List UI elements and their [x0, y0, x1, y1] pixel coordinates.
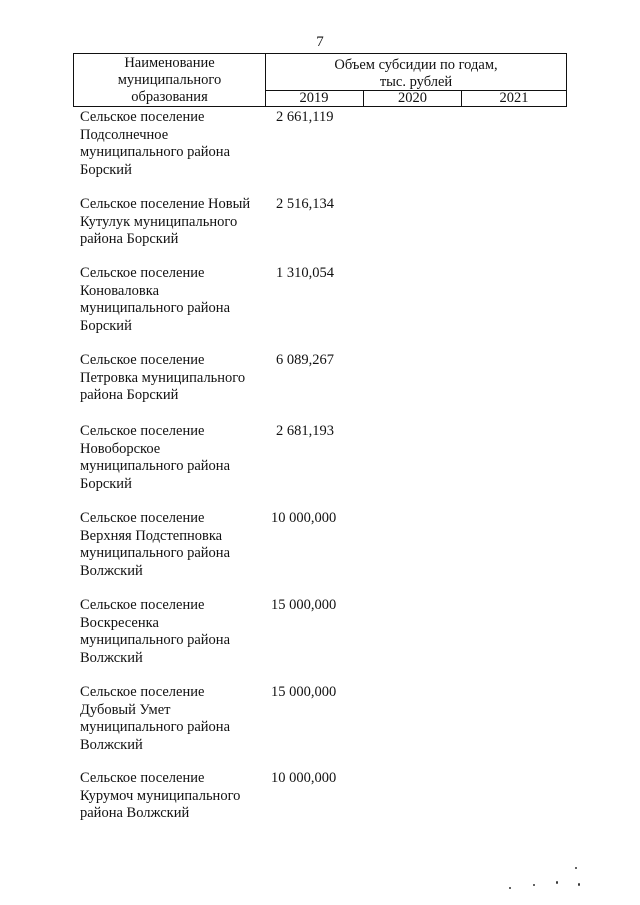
scan-speck: [578, 883, 580, 886]
scan-speck: [575, 867, 577, 869]
header-line: Наименование: [124, 55, 215, 71]
name-line: Сельское поселение: [80, 109, 205, 125]
name-line: Кутулук муниципального: [80, 213, 238, 230]
year-2020-header: 2020: [398, 90, 427, 106]
municipality-name: [80, 510, 265, 580]
municipality-name: [80, 423, 265, 493]
name-line: Волжский: [80, 649, 143, 666]
municipality-name: [80, 352, 265, 405]
name-column-header: [74, 55, 265, 106]
name-line: Воскресенка: [80, 614, 159, 631]
subsidy-2019: 15 000,000: [271, 597, 337, 613]
name-line: Сельское поселение: [80, 352, 205, 368]
table-header: [73, 53, 567, 107]
header-line: тыс. рублей: [379, 74, 453, 90]
header-line: образования: [131, 89, 208, 105]
name-line: муниципального района: [80, 144, 230, 160]
subsidy-2019: 2 661,119: [276, 109, 334, 125]
name-line: муниципального района: [80, 458, 230, 474]
name-line: Подсолнечное: [80, 126, 169, 143]
municipality-name: [80, 770, 265, 823]
subsidy-2019: 1 310,054: [276, 265, 334, 281]
name-line: Коноваловка: [80, 282, 160, 299]
subsidy-2019: 6 089,267: [276, 352, 334, 368]
name-line: района Борский: [80, 231, 179, 247]
subsidy-2019: 10 000,000: [271, 770, 337, 786]
scan-speck: [533, 884, 535, 886]
name-line: Борский: [80, 161, 132, 178]
name-line: Волжский: [80, 736, 143, 753]
scan-speck: [509, 887, 511, 889]
name-line: района Волжский: [80, 805, 190, 821]
name-line: Новоборское: [80, 440, 161, 457]
municipality-name: [80, 109, 265, 179]
name-line: района Борский: [80, 387, 179, 403]
subsidy-2019: 10 000,000: [271, 510, 337, 526]
name-line: Волжский: [80, 562, 143, 579]
name-line: Сельское поселение: [80, 684, 205, 700]
name-line: муниципального района: [80, 632, 230, 648]
name-line: Сельское поселение: [80, 770, 205, 786]
name-line: Петровка муниципального: [80, 369, 246, 386]
year-2019-header: 2019: [299, 90, 329, 106]
name-line: муниципального района: [80, 300, 230, 316]
header-line: муниципального: [117, 72, 222, 88]
subsidy-2019: 2 516,134: [276, 196, 334, 212]
name-line: Курумоч муниципального: [80, 787, 241, 804]
municipality-name: [80, 597, 265, 667]
scan-speck: [556, 881, 558, 884]
name-line: муниципального района: [80, 719, 230, 735]
header-line: Объем субсидии по годам,: [334, 57, 498, 73]
subsidy-column-header: [266, 57, 566, 91]
name-line: Борский: [80, 475, 132, 492]
municipality-name: [80, 196, 265, 249]
name-line: Сельское поселение Новый: [80, 196, 251, 212]
name-line: Сельское поселение: [80, 597, 205, 613]
municipality-name: [80, 265, 265, 335]
subsidy-2019: 15 000,000: [271, 684, 337, 700]
year-2021-header: 2021: [499, 90, 529, 106]
name-line: Борский: [80, 317, 132, 334]
subsidy-2019: 2 681,193: [276, 423, 334, 439]
name-line: Верхняя Подстепновка: [80, 527, 223, 544]
name-line: Сельское поселение: [80, 510, 205, 526]
name-line: муниципального района: [80, 545, 230, 561]
page-number: 7: [316, 34, 324, 50]
municipality-name: [80, 684, 265, 754]
name-line: Сельское поселение: [80, 423, 205, 439]
name-line: Дубовый Умет: [80, 701, 171, 718]
name-line: Сельское поселение: [80, 265, 205, 281]
